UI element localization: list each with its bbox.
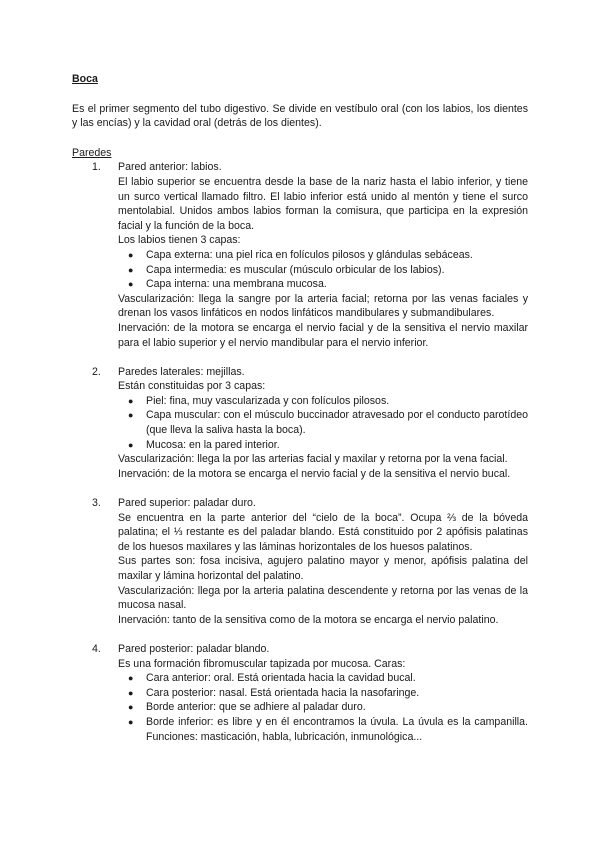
section-title: Paredes laterales: mejillas. [118,365,245,378]
section-title: Pared superior: paladar duro. [118,497,256,510]
bullet-icon: ● [128,410,134,421]
bullet-icon: ● [128,687,134,698]
section-paragraph: Inervación: de la motora se encarga el nervio facial y de la sensitiva el nervio bucal. [118,467,511,480]
bullet-item [118,394,528,409]
bullet-item [118,408,528,437]
section-title: Pared posterior: paladar blando. [118,642,270,655]
section-number: 4. [92,642,101,655]
bullet-icon: ● [128,673,134,684]
page-title: Boca [72,73,98,85]
section-paragraph: Sus partes son: fosa incisiva, agujero palatino mayor y menor, apófisis palatina del maxilar y lámina horizontal del palatino. [118,555,528,582]
bullet-icon: ● [128,279,134,290]
bullet-text: Cara posterior: nasal. Está orientada hacia la nasofaringe. [146,686,420,699]
section-number: 3. [92,497,101,510]
section-heading: Paredes [72,146,112,159]
wall-section [72,642,528,744]
wall-section [72,496,528,627]
section-paragraph: Vascularización: llega la por las arterias facial y maxilar y retorna por la vena facial. [118,453,508,466]
bullet-icon: ● [128,702,134,713]
bullet-icon: ● [128,395,134,406]
bullet-icon: ● [128,716,134,727]
bullet-text: Mucosa: en la pared interior. [146,438,280,451]
bullet-list [118,248,528,292]
section-paragraph: Están constituidas por 3 capas: [118,380,266,393]
bullet-list [118,394,528,452]
bullet-item [118,715,528,744]
bullet-text: Borde anterior: que se adhiere al paladar duro. [146,701,366,714]
bullet-item [118,671,528,686]
section-paragraph: Inervación: de la motora se encarga el nervio facial y de la sensitiva el nervio maxilar para el labio superior y el nervio mandibular para el nervio inferior. [118,321,528,349]
bullet-icon: ● [128,249,134,260]
bullet-list [118,671,528,744]
wall-section [72,160,528,350]
bullet-text: Capa interna: una membrana mucosa. [146,278,327,291]
intro-paragraph: Es el primer segmento del tubo digestivo. Se divide en vestíbulo oral (con los labios, los dientes y las encías) y la cavidad oral (detrás de los dientes). [72,102,528,130]
bullet-text: Piel: fina, muy vascularizada y con folículos pilosos. [146,394,390,407]
section-paragraph: El labio superior se encuentra desde la base de la nariz hasta el labio inferior, y tiene un surco vertical llamado filtro. El labio inferior está unido al mentón y tiene el surco mentolabial. Unidos ambos labios forman la comisura, que participa en la expresión facial y la función de la boca. [118,175,528,232]
section-paragraph: Es una formación fibromuscular tapizada por mucosa. Caras: [118,657,406,670]
bullet-icon: ● [128,264,134,275]
section-number: 2. [92,365,101,378]
bullet-icon: ● [128,439,134,450]
bullet-text: Capa intermedia: es muscular (músculo orbicular de los labios). [146,263,445,276]
bullet-item [118,277,528,292]
bullet-text: Cara anterior: oral. Está orientada hacia la cavidad bucal. [146,672,416,685]
section-paragraph: Los labios tienen 3 capas: [118,234,241,247]
bullet-item [118,438,528,453]
wall-section [72,365,528,482]
walls-list [72,160,528,744]
bullet-item [118,248,528,263]
section-title: Pared anterior: labios. [118,161,222,174]
bullet-text: Capa muscular: con el músculo buccinador atravesado por el conducto parotídeo (que lleva la saliva hasta la boca). [146,409,528,437]
bullet-text: Borde inferior: es libre y en él encontramos la úvula. La úvula es la campanilla. Funciones: masticación, habla, lubricación, inmunológica... [146,715,528,743]
bullet-item [118,686,528,701]
section-paragraph: Vascularización: llega la sangre por la arteria facial; retorna por las venas faciales y drenan los vasos linfáticos en nodos linfáticos mandibulares y submandibulares. [118,292,528,320]
section-paragraph: Se encuentra en la parte anterior del “cielo de la boca”. Ocupa ⅔ de la bóveda palatina; el ⅓ restante es del paladar blando. Está constituido por 2 apófisis palatinas de los huesos maxilares y las láminas horizontales de los huesos palatinos. [118,511,528,553]
section-number: 1. [92,161,101,174]
bullet-item [118,263,528,278]
bullet-item [118,700,528,715]
section-paragraph: Inervación: tanto de la sensitiva como de la motora se encarga el nervio palatino. [118,613,499,626]
document-page [72,72,528,744]
bullet-text: Capa externa: una piel rica en folículos pilosos y glándulas sebáceas. [146,248,473,261]
section-paragraph: Vascularización: llega por la arteria palatina descendente y retorna por las venas de la mucosa nasal. [118,584,528,612]
